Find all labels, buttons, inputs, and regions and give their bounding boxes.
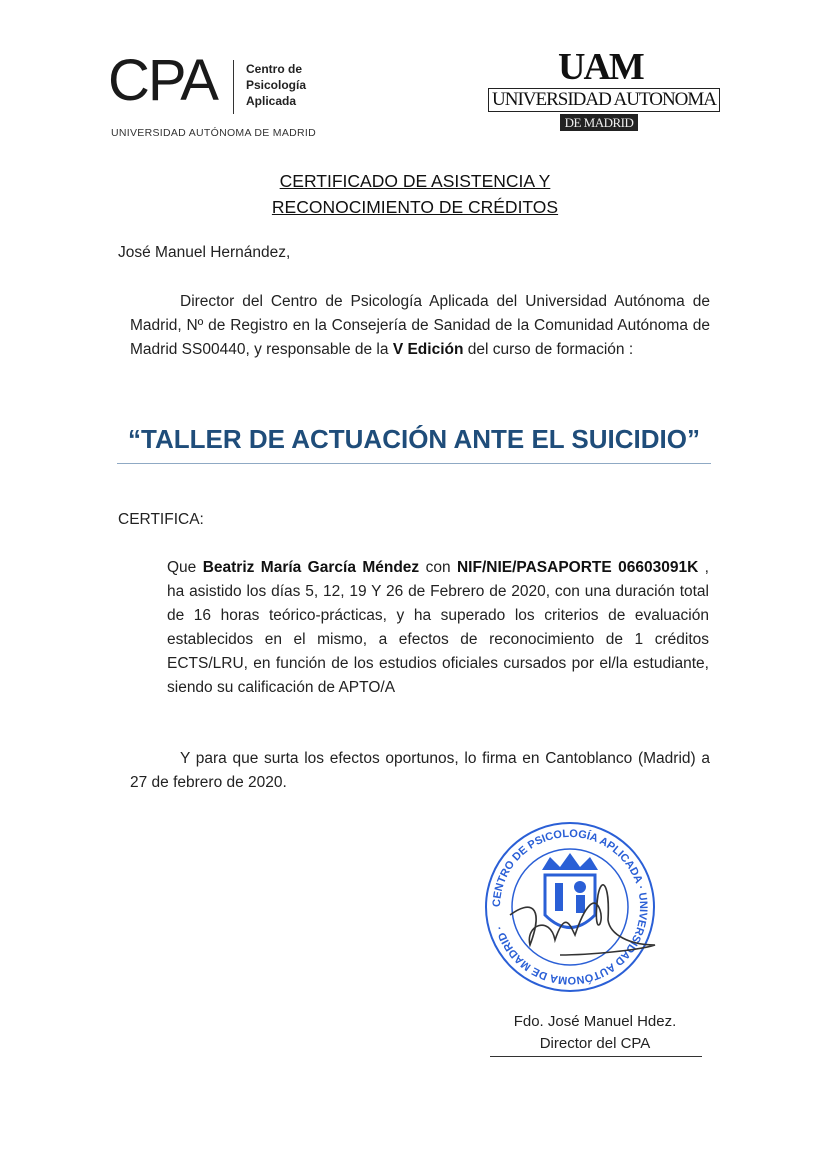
intro-paragraph bbox=[130, 290, 710, 362]
edition: V Edición bbox=[392, 341, 464, 358]
coat-of-arms-icon bbox=[542, 853, 598, 928]
student-name: Beatriz María García Méndez bbox=[202, 559, 420, 576]
cpa-logo-subtitle bbox=[246, 61, 306, 109]
certificate-title-line2: RECONOCIMIENTO DE CRÉDITOS bbox=[271, 197, 559, 217]
uam-logo-sub: DE MADRID bbox=[560, 114, 638, 131]
stamp-outer-ring bbox=[486, 823, 654, 991]
body-que: Que bbox=[167, 559, 203, 576]
student-id: NIF/NIE/PASAPORTE 06603091K bbox=[456, 559, 699, 576]
stamp-ring-text: CENTRO DE PSICOLOGÍA APLICADA · UNIVERSIDAD AUTÓNOMA DE MADRID · bbox=[490, 827, 650, 987]
signature-block bbox=[470, 1011, 720, 1055]
uam-logo-name: UNIVERSIDAD AUTONOMA bbox=[488, 88, 720, 112]
uam-logo-letters: UAM bbox=[558, 46, 643, 88]
cpa-logo-line2: Psicología bbox=[246, 78, 307, 92]
intro-text: Director del Centro de Psicología Aplicada del Universidad Autónoma de Madrid, Nº de Registro en la Consejería de Sanidad de la Comunidad Autónoma de Madrid SS00440, y responsable de la bbox=[130, 293, 710, 358]
certification-paragraph bbox=[167, 556, 709, 700]
cpa-logo-divider bbox=[233, 60, 234, 114]
body-con: con bbox=[419, 559, 457, 576]
cpa-logo-acronym: CPA bbox=[108, 48, 217, 113]
signature-line bbox=[490, 1056, 702, 1057]
cpa-logo-university: UNIVERSIDAD AUTÓNOMA DE MADRID bbox=[111, 127, 317, 139]
official-stamp-with-signature bbox=[470, 815, 670, 1000]
greeting: José Manuel Hernández, bbox=[118, 244, 291, 261]
signer-name: Fdo. José Manuel Hdez. bbox=[513, 1013, 677, 1030]
cpa-logo-line3: Aplicada bbox=[246, 94, 297, 108]
certifica-label: CERTIFICA: bbox=[118, 511, 204, 528]
cpa-logo-line1: Centro de bbox=[246, 62, 303, 76]
signer-role: Director del CPA bbox=[539, 1035, 651, 1052]
course-title: “TALLER DE ACTUACIÓN ANTE EL SUICIDIO” bbox=[117, 424, 711, 464]
certificate-title-line1: CERTIFICADO DE ASISTENCIA Y bbox=[279, 171, 551, 191]
closing-paragraph: Y para que surta los efectos oportunos, lo firma en Cantoblanco (Madrid) a 27 de febrero de 2020. bbox=[130, 750, 710, 791]
body-rest: , ha asistido los días 5, 12, 19 Y 26 de Febrero de 2020, con una duración total de 16 horas teórico-prácticas, y ha superado los criterios de evaluación establecidos en el mismo, a efectos de reconocimiento de 1 créditos ECTS/LRU, en función de los estudios oficiales cursados por el/la estudiante, siendo su calificación de APTO/A bbox=[167, 559, 709, 696]
certificate-title bbox=[200, 168, 630, 220]
intro-tail: del curso de formación : bbox=[463, 341, 634, 358]
